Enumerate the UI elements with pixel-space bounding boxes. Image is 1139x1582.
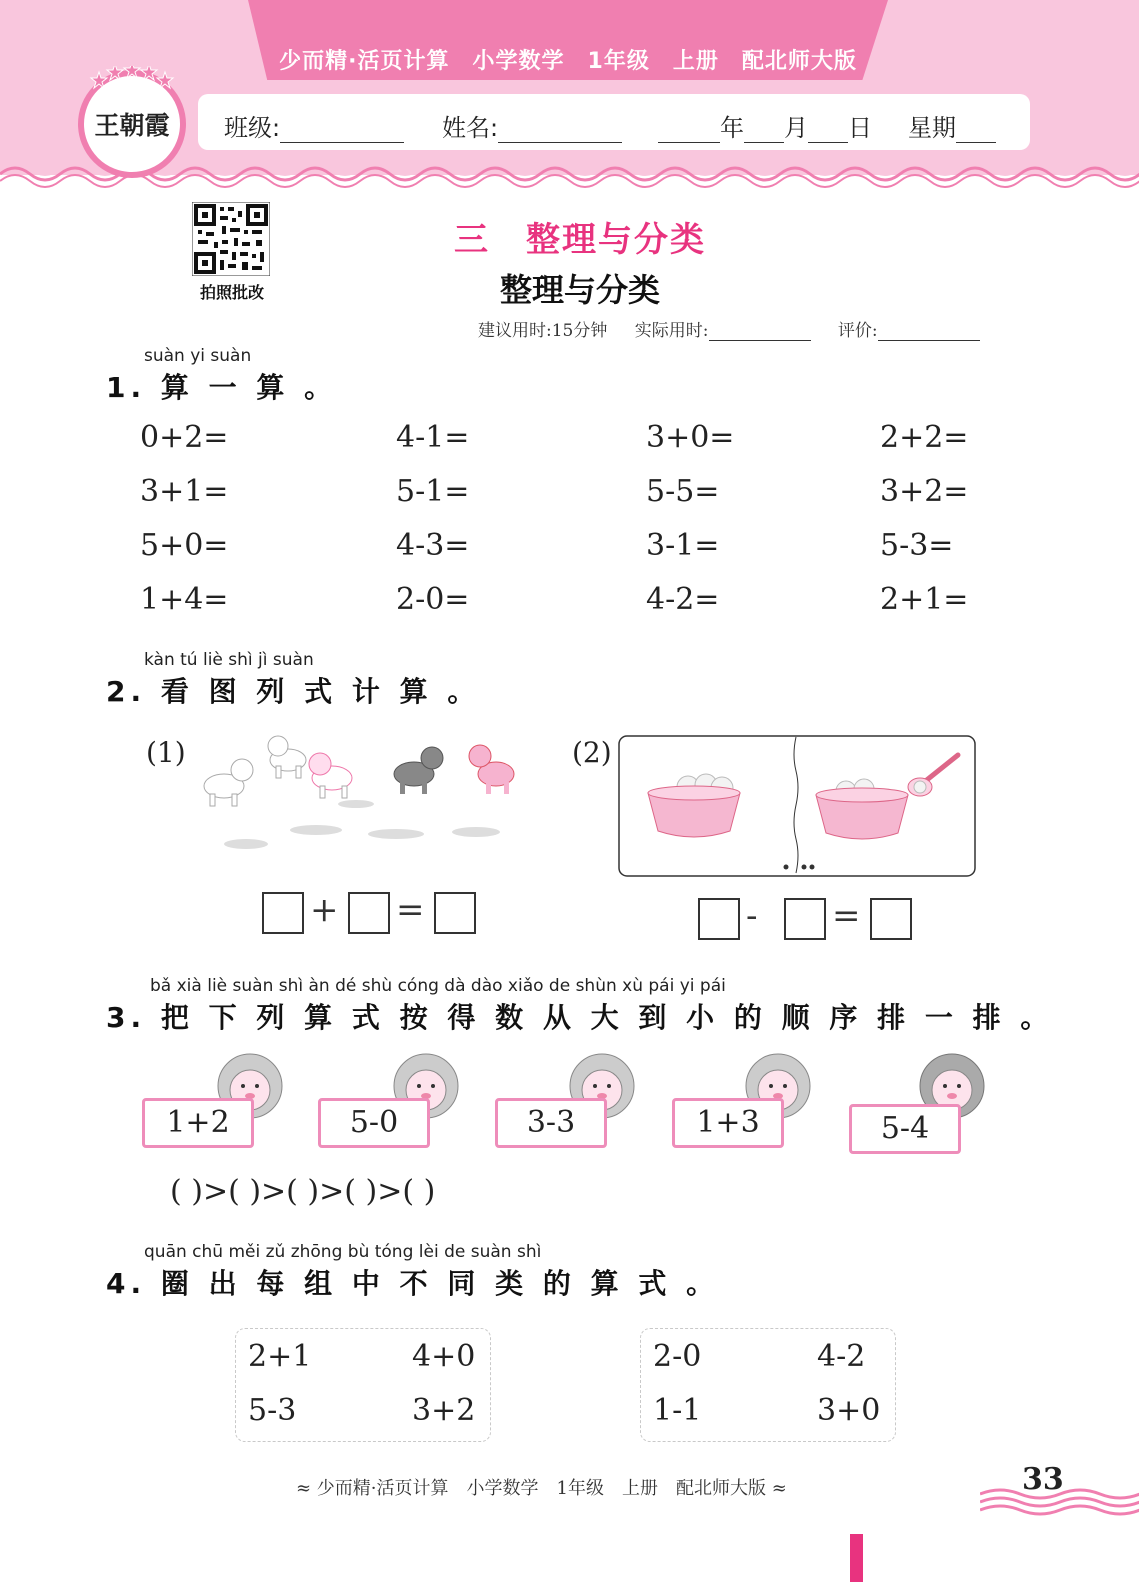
- q2-pinyin: kàn tú liè shì jì suàn: [144, 650, 314, 670]
- answer-box[interactable]: [784, 898, 826, 940]
- year-blank[interactable]: [658, 118, 720, 143]
- group-expression[interactable]: 5-3: [248, 1393, 297, 1428]
- footer-text: ≈ 少而精·活页计算 小学数学 1年级 上册 配北师大版 ≈: [296, 1478, 787, 1499]
- q1-equation[interactable]: 4-1=: [396, 420, 470, 455]
- group-expression[interactable]: 1-1: [653, 1393, 702, 1428]
- equation-card: 5-0: [318, 1098, 430, 1148]
- rating-blank[interactable]: [878, 322, 980, 341]
- equals-sign: =: [396, 890, 425, 930]
- actual-time-blank[interactable]: [709, 322, 811, 341]
- answer-box[interactable]: [698, 898, 740, 940]
- unit-title: 三 整理与分类: [454, 220, 706, 260]
- day-label: 日: [848, 114, 872, 142]
- q3-title: 3. 把 下 列 算 式 按 得 数 从 大 到 小 的 顺 序 排 一 排 。: [106, 1001, 1054, 1034]
- class-blank[interactable]: [280, 118, 404, 143]
- q1-equation[interactable]: 3-1=: [646, 528, 720, 563]
- q2-title: 2. 看 图 列 式 计 算 。: [106, 675, 481, 708]
- equation-card: 3-3: [495, 1098, 607, 1148]
- q1-equation[interactable]: 0+2=: [140, 420, 229, 455]
- q3-pinyin: bǎ xià liè suàn shì àn dé shù cóng dà dào xiǎo de shùn xù pái yi pái: [150, 976, 726, 996]
- group-expression[interactable]: 4-2: [817, 1339, 866, 1374]
- pink-white-puppy-icon: [309, 753, 352, 798]
- gray-puppy-icon: [394, 747, 443, 794]
- q4-pinyin: quān chū měi zǔ zhōng bù tóng lèi de suàn shì: [144, 1242, 542, 1262]
- answer-box[interactable]: [870, 898, 912, 940]
- q4-title: 4. 圈 出 每 组 中 不 同 类 的 算 式 。: [106, 1267, 720, 1300]
- answer-box[interactable]: [348, 892, 390, 934]
- ordering-answer-line[interactable]: ( )>( )>( )>( )>( ): [170, 1174, 436, 1209]
- rating-label: 评价:: [837, 321, 878, 341]
- group-expression[interactable]: 4+0: [412, 1339, 476, 1374]
- date-field[interactable]: [658, 108, 872, 143]
- white-puppy-icon: [268, 736, 306, 778]
- q2-part1-label: (1): [146, 736, 186, 769]
- class-label: 班级:: [224, 114, 281, 142]
- group-expression[interactable]: 3+0: [817, 1393, 881, 1428]
- answer-box[interactable]: [434, 892, 476, 934]
- plus-sign: +: [310, 890, 339, 930]
- q1-equation[interactable]: 3+1=: [140, 474, 229, 509]
- group-expression[interactable]: 2-0: [653, 1339, 702, 1374]
- white-puppy-icon: [204, 759, 253, 806]
- qr-label: 拍照批改: [199, 283, 264, 302]
- name-label: 姓名:: [442, 114, 499, 142]
- q1-equation[interactable]: 5+0=: [140, 528, 229, 563]
- weekday-label: 星期: [908, 114, 956, 142]
- month-blank[interactable]: [744, 118, 784, 143]
- equation-card: 1+2: [142, 1098, 254, 1148]
- q1-equation[interactable]: 2-0=: [396, 582, 470, 617]
- q1-equation[interactable]: 4-3=: [396, 528, 470, 563]
- student-info-bar: [198, 94, 1030, 150]
- equals-sign: =: [832, 896, 861, 936]
- q1-title: 1. 算 一 算 。: [106, 371, 338, 404]
- equation-card: 5-4: [849, 1104, 961, 1154]
- suggested-time: 建议用时:15分钟: [478, 321, 608, 341]
- q1-equation[interactable]: 2+1=: [880, 582, 969, 617]
- weekday-blank[interactable]: [956, 118, 996, 143]
- puppies-illustration: [196, 734, 536, 854]
- qr-code-icon[interactable]: [192, 202, 270, 276]
- name-blank[interactable]: [498, 118, 622, 143]
- actual-time-label: 实际用时:: [634, 321, 709, 341]
- q1-equation[interactable]: 5-1=: [396, 474, 470, 509]
- answer-box[interactable]: [262, 892, 304, 934]
- month-label: 月: [784, 114, 808, 142]
- q2-part2-label: (2): [572, 736, 612, 769]
- timing-line: [478, 316, 980, 341]
- q1-equation[interactable]: 1+4=: [140, 582, 229, 617]
- logo-text: 王朝霞: [94, 111, 170, 140]
- q1-equation[interactable]: 5-3=: [880, 528, 954, 563]
- group-expression[interactable]: 3+2: [412, 1393, 476, 1428]
- q1-equation[interactable]: 3+0=: [646, 420, 735, 455]
- weekday-field[interactable]: [908, 108, 996, 143]
- q1-equation[interactable]: 3+2=: [880, 474, 969, 509]
- q1-equation[interactable]: 2+2=: [880, 420, 969, 455]
- q1-equation[interactable]: 5-5=: [646, 474, 720, 509]
- year-label: 年: [720, 114, 744, 142]
- class-field[interactable]: [224, 108, 404, 143]
- series-title: 少而精·活页计算 小学数学 1年级 上册 配北师大版: [279, 49, 857, 74]
- bottom-marker: [850, 1534, 863, 1582]
- expression-group: [640, 1328, 896, 1442]
- minus-sign: -: [746, 896, 758, 936]
- rice-ball-bowls-illustration: [618, 735, 976, 877]
- q1-equation[interactable]: 4-2=: [646, 582, 720, 617]
- logo-stars-icon: [84, 66, 180, 96]
- equation-card: 1+3: [672, 1098, 784, 1148]
- group-expression[interactable]: 2+1: [248, 1339, 312, 1374]
- day-blank[interactable]: [808, 118, 848, 143]
- name-field[interactable]: [442, 108, 622, 143]
- q1-pinyin: suàn yi suàn: [144, 346, 252, 366]
- page-number: 33: [1022, 1462, 1064, 1497]
- expression-group: [235, 1328, 491, 1442]
- pink-puppy-icon: [469, 745, 514, 794]
- lesson-title: 整理与分类: [499, 271, 660, 309]
